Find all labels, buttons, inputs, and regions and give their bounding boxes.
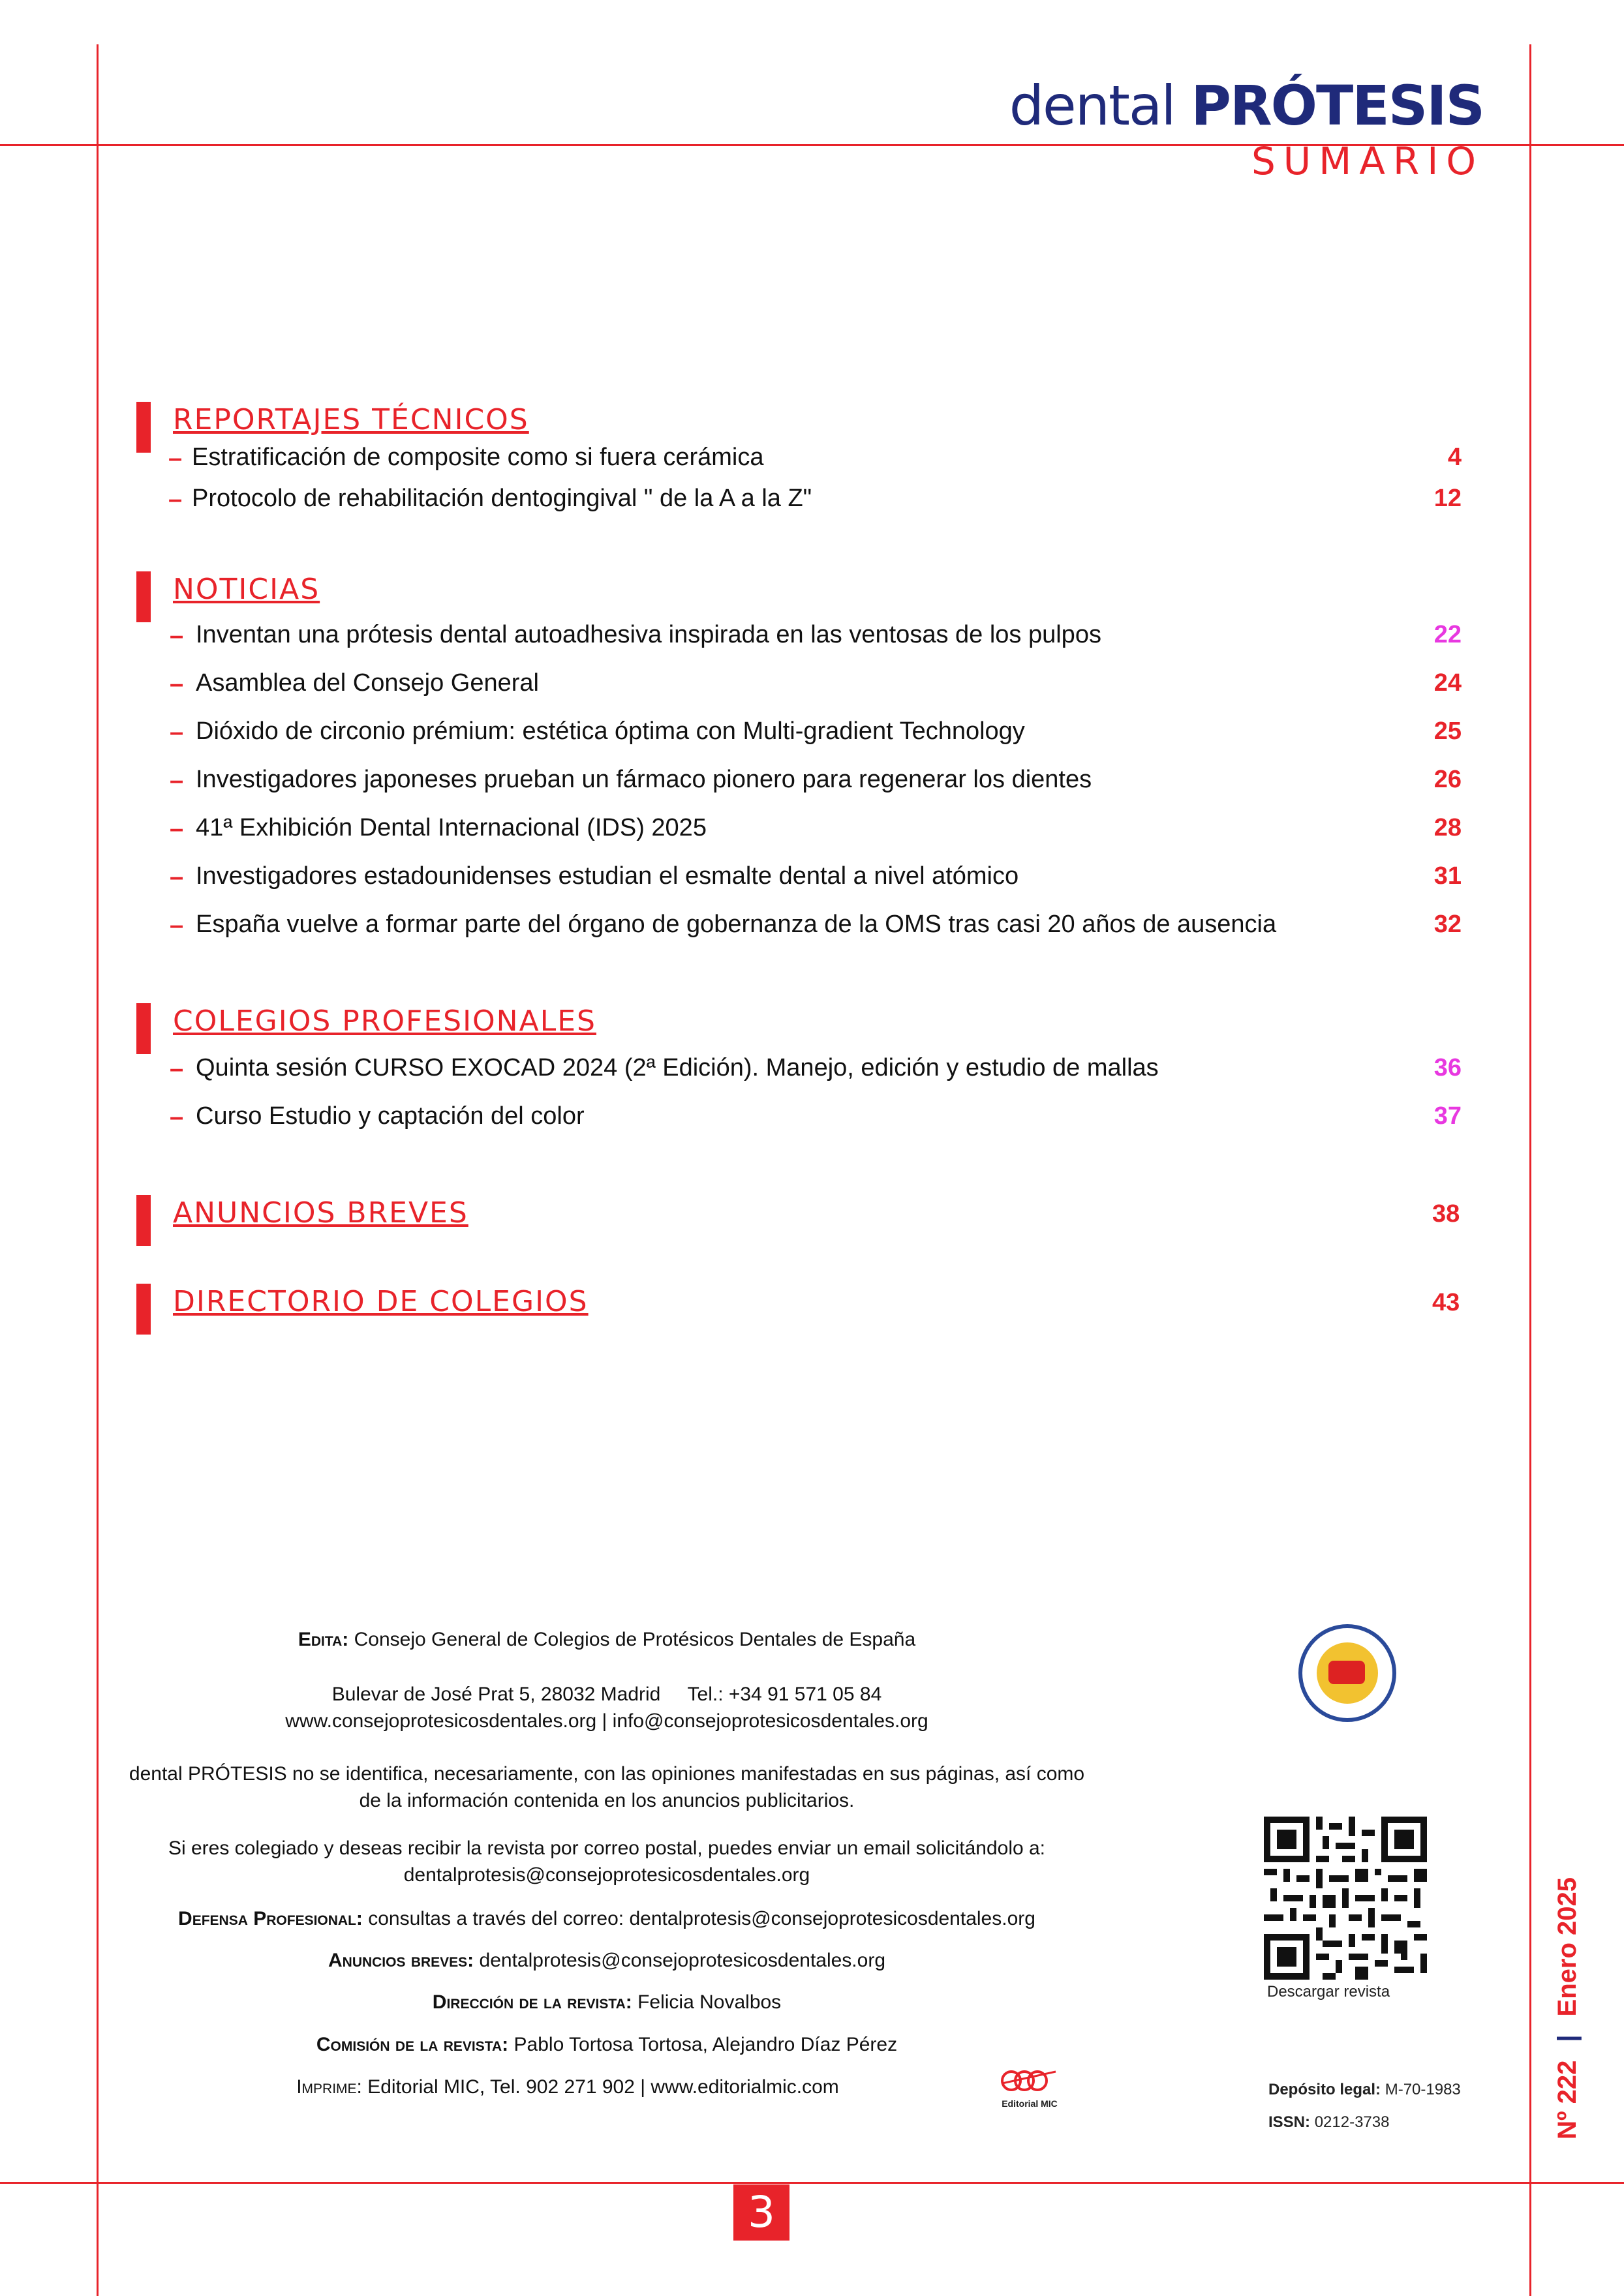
defensa-value: consultas a través del correo: dentalprotesis@consejoprotesicosdentales.org [368, 1908, 1035, 1929]
toc-item-page: 37 [1433, 1102, 1462, 1130]
bullet-dash: – [170, 1055, 184, 1083]
section-marker [136, 402, 151, 453]
page-number: 3 [733, 2184, 789, 2241]
issn-label: ISSN: [1268, 2113, 1311, 2131]
editorial-logo-caption: Editorial MIC [1002, 2098, 1058, 2109]
section-page: 43 [1432, 1289, 1460, 1316]
toc-item-page: 12 [1433, 485, 1462, 512]
deposito-label: Depósito legal: [1268, 2081, 1381, 2098]
defensa-label: Defensa Profesional: [178, 1908, 363, 1929]
toc-item[interactable] [170, 911, 1462, 943]
toc-item[interactable] [170, 1102, 1462, 1135]
section-marker [136, 1003, 151, 1054]
toc-item[interactable] [170, 621, 1462, 654]
toc-item-text: Quinta sesión CURSO EXOCAD 2024 (2ª Edición). Manejo, edición y estudio de mallas [196, 1054, 1159, 1081]
colophon-defensa [111, 1906, 1103, 1933]
bullet-dash: – [170, 622, 184, 650]
colophon-comision [111, 2032, 1103, 2059]
footer-rule [0, 2182, 1624, 2184]
web-email[interactable]: www.consejoprotesicosdentales.org | info@consejoprotesicosdentales.org [285, 1710, 928, 1732]
section-title[interactable]: REPORTAJES TÉCNICOS [173, 403, 529, 436]
subscribe-email[interactable]: dentalprotesis@consejoprotesicosdentales.org [403, 1864, 810, 1886]
toc-item-page: 26 [1433, 766, 1462, 793]
brand-bold: PRÓTESIS [1191, 74, 1484, 138]
section-marker [136, 1284, 151, 1335]
imprime-label: Imprime: [296, 2076, 362, 2098]
bullet-dash: – [170, 864, 184, 891]
colophon-edita [111, 1627, 1103, 1654]
section-title: DIRECTORIO DE COLEGIOS [173, 1285, 589, 1318]
issue-separator: | [1553, 2034, 1582, 2042]
comision-label: Comisión de la revista: [316, 2034, 509, 2055]
subscribe-line-1: Si eres colegiado y deseas recibir la revista por correo postal, puedes enviar un email solicitándolo a: [168, 1837, 1046, 1859]
section-title[interactable]: NOTICIAS [173, 573, 320, 606]
toc-item[interactable] [170, 669, 1462, 702]
qr-caption: Descargar revista [1267, 1983, 1390, 2001]
frame-left-rule [97, 44, 99, 2296]
toc-item-text: 41ª Exhibición Dental Internacional (IDS) 2025 [196, 814, 707, 841]
issue-info [1553, 1877, 1582, 2139]
bullet-dash: – [168, 445, 183, 472]
toc-item[interactable] [168, 444, 1462, 476]
bullet-dash: – [170, 719, 184, 746]
toc-item[interactable] [170, 718, 1462, 750]
section-page: 38 [1432, 1200, 1460, 1228]
bullet-dash: – [170, 1104, 184, 1131]
bullet-dash: – [168, 486, 183, 513]
colophon-imprime [111, 2074, 1024, 2101]
anuncios-label: Anuncios breves: [328, 1950, 474, 1971]
toc-item-page: 31 [1433, 862, 1462, 890]
toc-item-page: 36 [1433, 1054, 1462, 1081]
consejo-seal-icon [1298, 1624, 1396, 1722]
bullet-dash: – [170, 767, 184, 794]
toc-item-text: España vuelve a formar parte del órgano de gobernanza de la OMS tras casi 20 años de ausencia [196, 911, 1277, 938]
page-title: SUMARIO [1251, 139, 1484, 183]
disclaimer-line-1: dental PRÓTESIS no se identifica, necesariamente, con las opiniones manifestadas en sus páginas, así como [129, 1763, 1085, 1785]
colophon-address [111, 1682, 1103, 1734]
toc-item-text: Inventan una prótesis dental autoadhesiva inspirada en las ventosas de los pulpos [196, 621, 1101, 648]
section-marker [136, 571, 151, 622]
bullet-dash: – [170, 912, 184, 939]
toc-item-page: 32 [1433, 911, 1462, 938]
toc-item[interactable] [168, 485, 1462, 517]
toc-item-page: 22 [1433, 621, 1462, 648]
deposito-value: M-70-1983 [1385, 2081, 1461, 2098]
toc-item[interactable] [170, 814, 1462, 847]
toc-item-text: Protocolo de rehabilitación dentogingival " de la A a la Z" [192, 485, 812, 512]
colophon-subscribe [111, 1835, 1103, 1888]
section-marker [136, 1195, 151, 1246]
edita-label: Edita: [298, 1629, 349, 1650]
qr-code-icon[interactable] [1264, 1817, 1427, 1980]
colophon-direccion [111, 1989, 1103, 2016]
toc-item-text: Investigadores estadounidenses estudian el esmalte dental a nivel atómico [196, 862, 1019, 890]
brand-light: dental [1009, 74, 1175, 138]
seal-map [1317, 1642, 1378, 1704]
issue-number: Nº 222 [1553, 2060, 1582, 2139]
direccion-label: Dirección de la revista: [432, 1991, 632, 2013]
bullet-dash: – [170, 815, 184, 843]
issue-date: Enero 2025 [1553, 1877, 1582, 2017]
address: Bulevar de José Prat 5, 28032 Madrid [331, 1684, 661, 1705]
toc-item-page: 28 [1433, 814, 1462, 841]
comision-value: Pablo Tortosa Tortosa, Alejandro Díaz Pérez [513, 2034, 898, 2055]
frame-right-rule [1529, 44, 1531, 2296]
issn [1268, 2113, 1389, 2132]
section-title: ANUNCIOS BREVES [173, 1196, 468, 1230]
colophon-disclaimer [111, 1761, 1103, 1814]
colophon-anuncios [111, 1948, 1103, 1974]
direccion-value: Felicia Novalbos [637, 1991, 782, 2013]
telephone: Tel.: +34 91 571 05 84 [687, 1684, 882, 1705]
editorial-mic-logo [997, 2068, 1062, 2109]
toc-item-page: 25 [1433, 718, 1462, 745]
magazine-logo [1009, 74, 1484, 183]
toc-item[interactable] [170, 1054, 1462, 1087]
toc-item-page: 24 [1433, 669, 1462, 697]
section-title[interactable]: COLEGIOS PROFESIONALES [173, 1004, 596, 1038]
toc-item[interactable] [170, 862, 1462, 895]
toc-item[interactable] [170, 766, 1462, 798]
bullet-dash: – [170, 671, 184, 698]
anuncios-value[interactable]: dentalprotesis@consejoprotesicosdentales.org [479, 1950, 886, 1971]
toc-item-text: Curso Estudio y captación del color [196, 1102, 585, 1130]
issn-value: 0212-3738 [1314, 2113, 1390, 2131]
deposito-legal [1268, 2081, 1461, 2099]
imprime-value: Editorial MIC, Tel. 902 271 902 | www.editorialmic.com [367, 2076, 839, 2098]
toc-item-text: Investigadores japoneses prueban un fármaco pionero para regenerar los dientes [196, 766, 1092, 793]
disclaimer-line-2: de la información contenida en los anuncios publicitarios. [359, 1789, 855, 1811]
toc-item-text: Estratificación de composite como si fuera cerámica [192, 444, 764, 471]
toc-item-text: Asamblea del Consejo General [196, 669, 539, 697]
toc-item-text: Dióxido de circonio prémium: estética óptima con Multi-gradient Technology [196, 718, 1025, 745]
toc-item-page: 4 [1447, 444, 1462, 471]
editorial-mic-icon [997, 2068, 1062, 2095]
edita-value: Consejo General de Colegios de Protésicos Dentales de España [354, 1629, 916, 1650]
